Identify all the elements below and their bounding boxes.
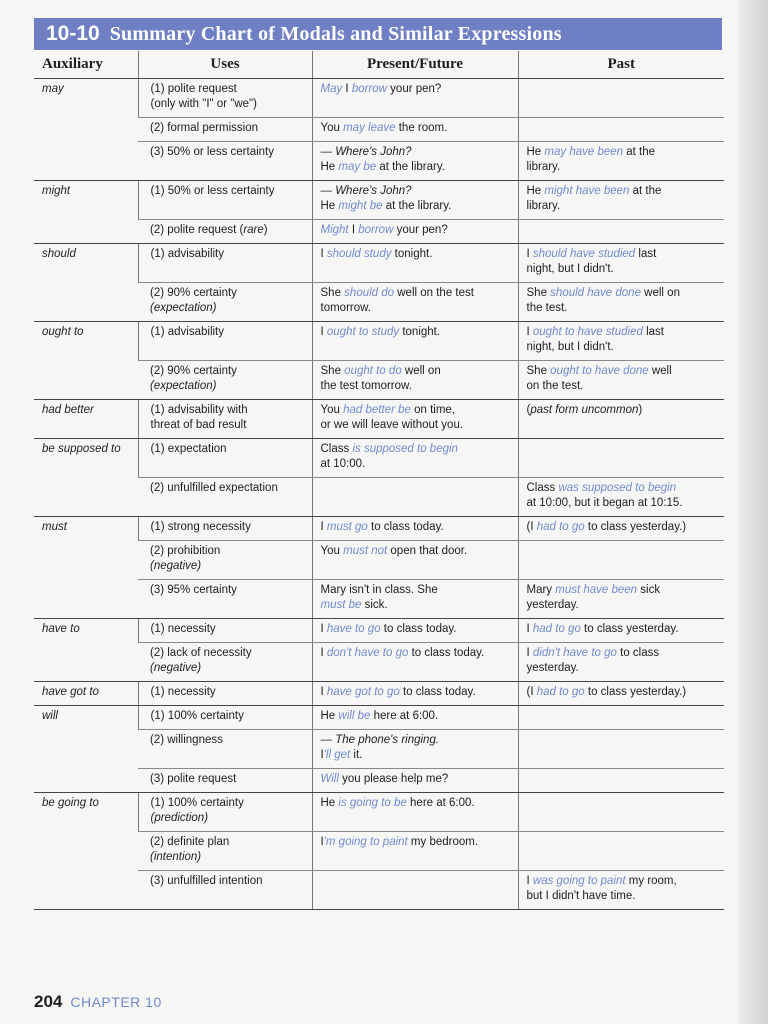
present-future-cell: She should do well on the test tomorrow.	[312, 283, 518, 322]
auxiliary-cell: might	[34, 181, 138, 244]
page-edge-shadow	[738, 0, 768, 1024]
italic-text: (expectation)	[150, 302, 217, 314]
example-modal-phrase: will be	[338, 710, 371, 722]
example-modal-phrase: might be	[338, 200, 383, 212]
table-row	[34, 118, 724, 142]
use-cell: (1) advisability	[138, 322, 312, 361]
use-cell: (3) 95% certainty	[138, 580, 312, 619]
use-cell: (2) formal permission	[138, 118, 312, 142]
past-cell: I should have studied last night, but I didn't.	[518, 244, 724, 283]
present-future-cell: — Where's John? He may be at the library.	[312, 142, 518, 181]
auxiliary-cell: have to	[34, 619, 138, 682]
present-future-cell: Mary isn't in class. She must be sick.	[312, 580, 518, 619]
chapter-label: CHAPTER 10	[70, 994, 162, 1010]
table-body	[34, 79, 724, 910]
italic-text: (expectation)	[150, 380, 217, 392]
use-cell: (3) polite request	[138, 769, 312, 793]
example-modal-phrase: have to go	[326, 623, 381, 635]
example-modal-phrase: Might	[320, 224, 349, 236]
past-cell	[518, 769, 724, 793]
example-modal-phrase: didn't have to go	[532, 647, 617, 659]
past-cell: I didn't have to go to class yesterday.	[518, 643, 724, 682]
example-modal-phrase: must have been	[555, 584, 638, 596]
past-cell: He might have been at the library.	[518, 181, 724, 220]
use-cell: (1) polite request (only with "I" or "we")	[138, 79, 312, 118]
example-modal-phrase: is supposed to begin	[352, 443, 458, 455]
present-future-cell: May I borrow your pen?	[312, 79, 518, 118]
auxiliary-cell: had better	[34, 400, 138, 439]
column-header-uses: Uses	[138, 51, 312, 79]
column-header-auxiliary: Auxiliary	[34, 51, 138, 79]
past-cell: She should have done well on the test.	[518, 283, 724, 322]
past-cell: I was going to paint my room, but I didn't have time.	[518, 871, 724, 910]
title-banner	[34, 18, 722, 50]
chart-title: Summary Chart of Modals and Similar Expressions	[109, 22, 562, 45]
present-future-cell: You must not open that door.	[312, 541, 518, 580]
table-row	[34, 682, 724, 706]
use-cell: (2) 90% certainty (expectation)	[138, 283, 312, 322]
italic-text: — Where's John?	[320, 185, 412, 197]
example-modal-phrase: don't have to go	[326, 647, 409, 659]
example-modal-phrase: was supposed to begin	[558, 482, 677, 494]
present-future-cell: I have got to go to class today.	[312, 682, 518, 706]
table-row	[34, 832, 724, 871]
use-cell: (3) unfulfilled intention	[138, 871, 312, 910]
example-modal-phrase: 'm going to paint	[323, 836, 408, 848]
past-cell	[518, 79, 724, 118]
past-cell	[518, 706, 724, 730]
example-modal-phrase: may leave	[343, 122, 396, 134]
past-cell: (past form uncommon)	[518, 400, 724, 439]
page-number: 204	[34, 992, 63, 1011]
past-cell: Class was supposed to begin at 10:00, but it began at 10:15.	[518, 478, 724, 517]
example-modal-phrase: must not	[343, 545, 388, 557]
italic-text: — The phone's ringing.	[320, 734, 440, 746]
table-row	[34, 361, 724, 400]
table-row	[34, 181, 724, 220]
table-row	[34, 79, 724, 118]
use-cell: (3) 50% or less certainty	[138, 142, 312, 181]
example-modal-phrase: should do	[344, 287, 395, 299]
auxiliary-cell: be going to	[34, 793, 138, 910]
example-modal-phrase: had to go	[532, 623, 581, 635]
example-modal-phrase: May	[320, 83, 343, 95]
past-cell	[518, 730, 724, 769]
past-cell	[518, 439, 724, 478]
use-cell: (2) lack of necessity (negative)	[138, 643, 312, 682]
use-cell: (2) prohibition (negative)	[138, 541, 312, 580]
column-header-past: Past	[518, 51, 724, 79]
example-modal-phrase: should study	[326, 248, 392, 260]
past-cell	[518, 793, 724, 832]
example-modal-phrase: should have studied	[532, 248, 636, 260]
example-modal-phrase: might have been	[544, 185, 630, 197]
present-future-cell: — The phone's ringing. I'll get it.	[312, 730, 518, 769]
present-future-cell	[312, 478, 518, 517]
present-future-cell: Will you please help me?	[312, 769, 518, 793]
past-cell: Mary must have been sick yesterday.	[518, 580, 724, 619]
table-row	[34, 769, 724, 793]
example-modal-phrase: Will	[320, 773, 339, 785]
present-future-cell: I don't have to go to class today.	[312, 643, 518, 682]
table-row	[34, 619, 724, 643]
use-cell: (1) 50% or less certainty	[138, 181, 312, 220]
past-cell: I had to go to class yesterday.	[518, 619, 724, 643]
present-future-cell: I'm going to paint my bedroom.	[312, 832, 518, 871]
present-future-cell: Class is supposed to begin at 10:00.	[312, 439, 518, 478]
example-modal-phrase: had to go	[536, 686, 585, 698]
table-row	[34, 283, 724, 322]
present-future-cell: I ought to study tonight.	[312, 322, 518, 361]
auxiliary-cell: must	[34, 517, 138, 619]
example-modal-phrase: had better be	[343, 404, 411, 416]
table-row	[34, 730, 724, 769]
table-row	[34, 643, 724, 682]
example-modal-phrase: 'll get	[323, 749, 351, 761]
auxiliary-cell: will	[34, 706, 138, 793]
table-row	[34, 400, 724, 439]
present-future-cell	[312, 871, 518, 910]
past-cell: He may have been at the library.	[518, 142, 724, 181]
example-modal-phrase: had to go	[536, 521, 585, 533]
table-row	[34, 706, 724, 730]
table-row	[34, 439, 724, 478]
table-row	[34, 244, 724, 283]
example-modal-phrase: borrow	[351, 83, 387, 95]
italic-text: (prediction)	[150, 812, 209, 824]
use-cell: (2) willingness	[138, 730, 312, 769]
auxiliary-cell: may	[34, 79, 138, 181]
present-future-cell: I must go to class today.	[312, 517, 518, 541]
present-future-cell: You may leave the room.	[312, 118, 518, 142]
present-future-cell: She ought to do well on the test tomorrow.	[312, 361, 518, 400]
use-cell: (1) strong necessity	[138, 517, 312, 541]
example-modal-phrase: must be	[320, 599, 362, 611]
italic-text: (negative)	[150, 662, 202, 674]
italic-text: past form uncommon	[530, 404, 639, 416]
past-cell	[518, 832, 724, 871]
past-cell: (I had to go to class yesterday.)	[518, 517, 724, 541]
example-modal-phrase: ought to study	[326, 326, 400, 338]
use-cell: (2) 90% certainty (expectation)	[138, 361, 312, 400]
present-future-cell: You had better be on time, or we will leave without you.	[312, 400, 518, 439]
present-future-cell: — Where's John? He might be at the library.	[312, 181, 518, 220]
table-row	[34, 541, 724, 580]
table-header-row	[34, 51, 724, 79]
use-cell: (1) expectation	[138, 439, 312, 478]
use-cell: (1) necessity	[138, 682, 312, 706]
table-row	[34, 580, 724, 619]
present-future-cell: He will be here at 6:00.	[312, 706, 518, 730]
table-row	[34, 793, 724, 832]
italic-text: (negative)	[150, 560, 202, 572]
italic-text: rare	[243, 224, 264, 236]
past-cell	[518, 220, 724, 244]
present-future-cell: He is going to be here at 6:00.	[312, 793, 518, 832]
use-cell: (1) advisability with threat of bad result	[138, 400, 312, 439]
example-modal-phrase: ought to have done	[550, 365, 649, 377]
auxiliary-cell: should	[34, 244, 138, 322]
use-cell: (2) polite request (rare)	[138, 220, 312, 244]
table-row	[34, 478, 724, 517]
table-row	[34, 220, 724, 244]
modals-summary-table	[34, 51, 724, 910]
present-future-cell: I should study tonight.	[312, 244, 518, 283]
example-modal-phrase: was going to paint	[532, 875, 626, 887]
example-modal-phrase: may be	[338, 161, 377, 173]
italic-text: — Where's John?	[320, 146, 412, 158]
use-cell: (2) unfulfilled expectation	[138, 478, 312, 517]
auxiliary-cell: ought to	[34, 322, 138, 400]
auxiliary-cell: be supposed to	[34, 439, 138, 517]
table-row	[34, 322, 724, 361]
table-row	[34, 142, 724, 181]
past-cell: She ought to have done well on the test.	[518, 361, 724, 400]
example-modal-phrase: borrow	[358, 224, 394, 236]
use-cell: (1) necessity	[138, 619, 312, 643]
example-modal-phrase: may have been	[544, 146, 624, 158]
past-cell	[518, 118, 724, 142]
column-header-present-future: Present/Future	[312, 51, 518, 79]
example-modal-phrase: have got to go	[326, 686, 400, 698]
example-modal-phrase: must go	[326, 521, 368, 533]
present-future-cell: I have to go to class today.	[312, 619, 518, 643]
past-cell	[518, 541, 724, 580]
example-modal-phrase: should have done	[550, 287, 641, 299]
page-footer	[34, 992, 162, 1012]
use-cell: (1) 100% certainty (prediction)	[138, 793, 312, 832]
table-row	[34, 871, 724, 910]
past-cell: (I had to go to class yesterday.)	[518, 682, 724, 706]
present-future-cell: Might I borrow your pen?	[312, 220, 518, 244]
use-cell: (1) advisability	[138, 244, 312, 283]
example-modal-phrase: ought to do	[344, 365, 402, 377]
table-row	[34, 517, 724, 541]
example-modal-phrase: ought to have studied	[532, 326, 643, 338]
example-modal-phrase: is going to be	[338, 797, 407, 809]
italic-text: (intention)	[150, 851, 202, 863]
past-cell: I ought to have studied last night, but I didn't.	[518, 322, 724, 361]
auxiliary-cell: have got to	[34, 682, 138, 706]
use-cell: (1) 100% certainty	[138, 706, 312, 730]
use-cell: (2) definite plan (intention)	[138, 832, 312, 871]
chart-number: 10-10	[46, 22, 100, 45]
